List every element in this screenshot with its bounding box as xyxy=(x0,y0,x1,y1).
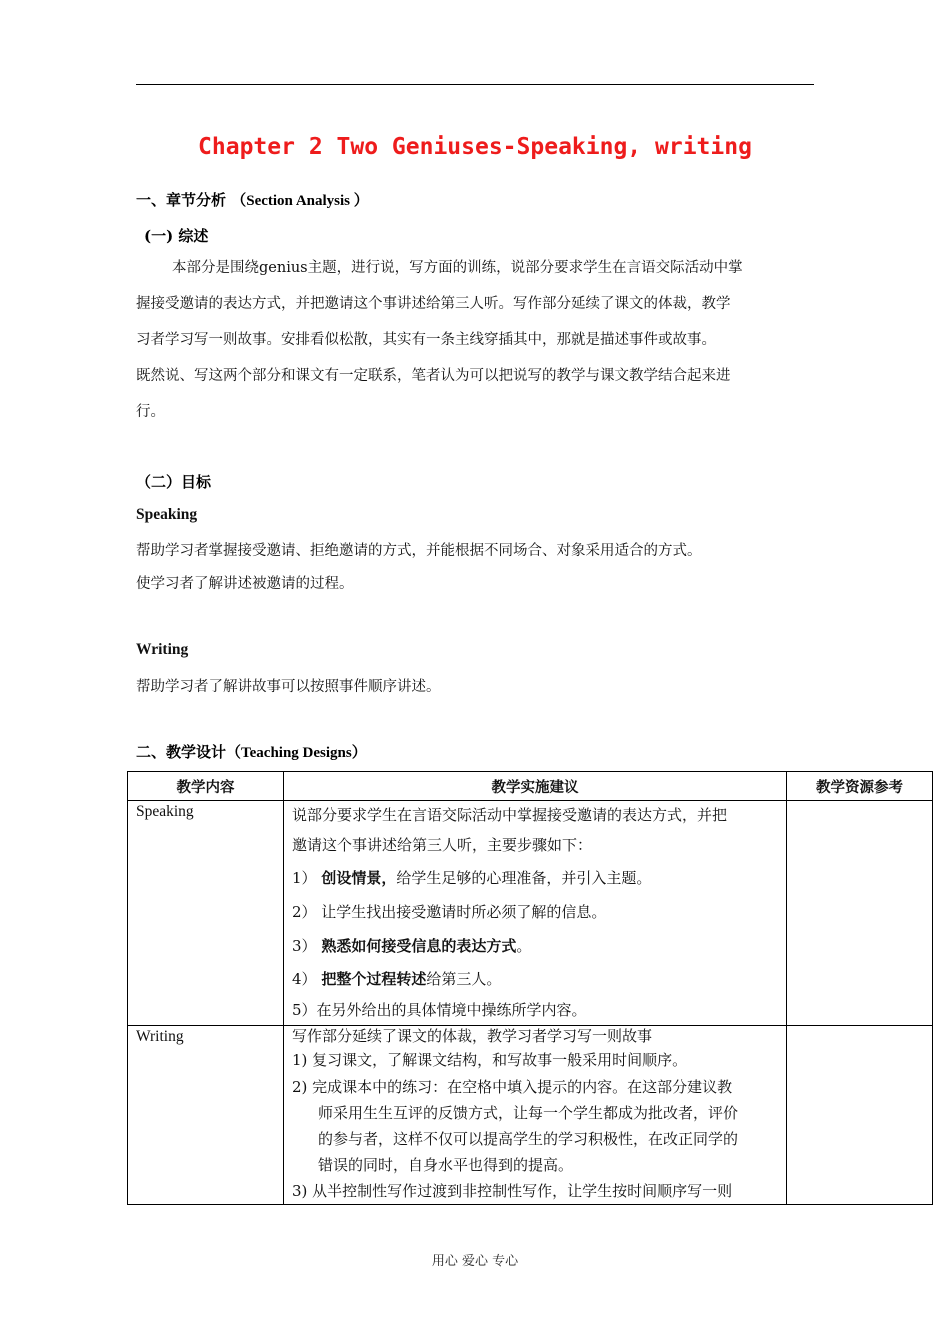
step-item: 1) 复习课文，了解课文结构，和写故事一般采用时间顺序。 xyxy=(292,1051,688,1069)
step-item-cont: 师采用生生互评的反馈方式，让每一个学生都成为批改者，评价 xyxy=(318,1104,739,1122)
overview-line: 握接受邀请的表达方式，并把邀请这个事讲述给第三人听。写作部分延续了课文的体裁，教学 xyxy=(136,296,731,312)
step-keyword: 熟悉如何接受信息的表达方式 xyxy=(321,937,517,955)
overview-line: 既然说、写这两个部分和课文有一定联系，笔者认为可以把说写的教学与课文教学结合起来进 xyxy=(136,368,731,384)
step-number: 1） xyxy=(292,869,322,887)
row-label-speaking: Speaking xyxy=(128,801,284,1026)
step-item: 3) 从半控制性写作过渡到非控制性写作，让学生按时间顺序写一则 xyxy=(292,1182,733,1200)
step-text: 给学生足够的心理准备，并引入主题。 xyxy=(396,869,652,887)
table-header: 教学实施建议 xyxy=(284,772,787,801)
speaking-resources-cell xyxy=(787,801,933,1026)
page-title: Chapter 2 Two Geniuses-Speaking, writing xyxy=(198,134,752,160)
speaking-steps-cell xyxy=(284,801,787,1026)
step-item xyxy=(292,963,778,995)
step-text: 写作部分延续了课文的体裁，教学习者学习写一则故事 xyxy=(292,1027,653,1045)
step-number: 3） xyxy=(292,937,322,955)
speaking-goal: 使学习者了解讲述被邀请的过程。 xyxy=(136,576,354,592)
overview-subheading: (一) 综述 xyxy=(144,227,209,245)
step-item xyxy=(292,929,778,963)
section1-heading-cn: 一、章节分析 xyxy=(136,191,232,209)
table-header-row xyxy=(128,772,933,801)
step-item: 2） 让学生找出接受邀请时所必须了解的信息。 xyxy=(292,903,607,921)
writing-goals-label: Writing xyxy=(136,641,189,658)
header-rule xyxy=(136,84,814,85)
overview-line: 本部分是围绕genius主题，进行说，写方面的训练，说部分要求学生在言语交际活动中掌 xyxy=(172,260,743,276)
step-text: 。 xyxy=(516,937,532,955)
speaking-goal: 帮助学习者掌握接受邀请、拒绝邀请的方式，并能根据不同场合、对象采用适合的方式。 xyxy=(136,543,702,559)
step-text: 说部分要求学生在言语交际活动中掌握接受邀请的表达方式，并把 xyxy=(292,806,728,824)
overview-line: 行。 xyxy=(136,404,165,420)
step-item: 5）在另外给出的具体情境中操练所学内容。 xyxy=(292,1001,587,1019)
writing-steps-cell xyxy=(284,1026,787,1205)
step-text: 邀请这个事讲述给第三人听，主要步骤如下： xyxy=(292,836,593,854)
table-header: 教学内容 xyxy=(128,772,284,801)
step-item xyxy=(292,861,778,895)
table-row xyxy=(128,801,933,1026)
step-keyword: 把整个过程转述 xyxy=(321,970,427,988)
section2-heading-en: （Teaching Designs） xyxy=(226,745,367,761)
writing-goal: 帮助学习者了解讲故事可以按照事件顺序讲述。 xyxy=(136,679,441,695)
table-header: 教学资源参考 xyxy=(787,772,933,801)
overview-paragraph xyxy=(136,250,816,430)
section1-heading xyxy=(136,189,369,210)
row-label-writing: Writing xyxy=(128,1026,284,1205)
section2-heading-cn: 二、教学设计 xyxy=(136,743,227,761)
overview-line: 习者学习写一则故事。安排看似松散，其实有一条主线穿插其中，那就是描述事件或故事。 xyxy=(136,332,716,348)
step-item-cont: 错误的同时，自身水平也得到的提高。 xyxy=(318,1156,574,1174)
writing-resources-cell xyxy=(787,1026,933,1205)
step-item-cont: 的参与者，这样不仅可以提高学生的学习积极性，在改正同学的 xyxy=(318,1130,739,1148)
section2-heading xyxy=(136,741,367,762)
step-text: 给第三人。 xyxy=(426,970,502,988)
teaching-design-table xyxy=(127,771,933,1205)
step-keyword: 创设情景， xyxy=(321,869,397,887)
step-item: 2) 完成课本中的练习：在空格中填入提示的内容。在这部分建议教 xyxy=(292,1078,733,1096)
goals-subheading: （二）目标 xyxy=(136,473,212,491)
section1-heading-en: （Section Analysis ） xyxy=(231,193,369,209)
step-number: 4） xyxy=(292,970,322,988)
speaking-goals-label: Speaking xyxy=(136,506,198,523)
table-row xyxy=(128,1026,933,1205)
page-footer: 用心 爱心 专心 xyxy=(431,1254,519,1269)
